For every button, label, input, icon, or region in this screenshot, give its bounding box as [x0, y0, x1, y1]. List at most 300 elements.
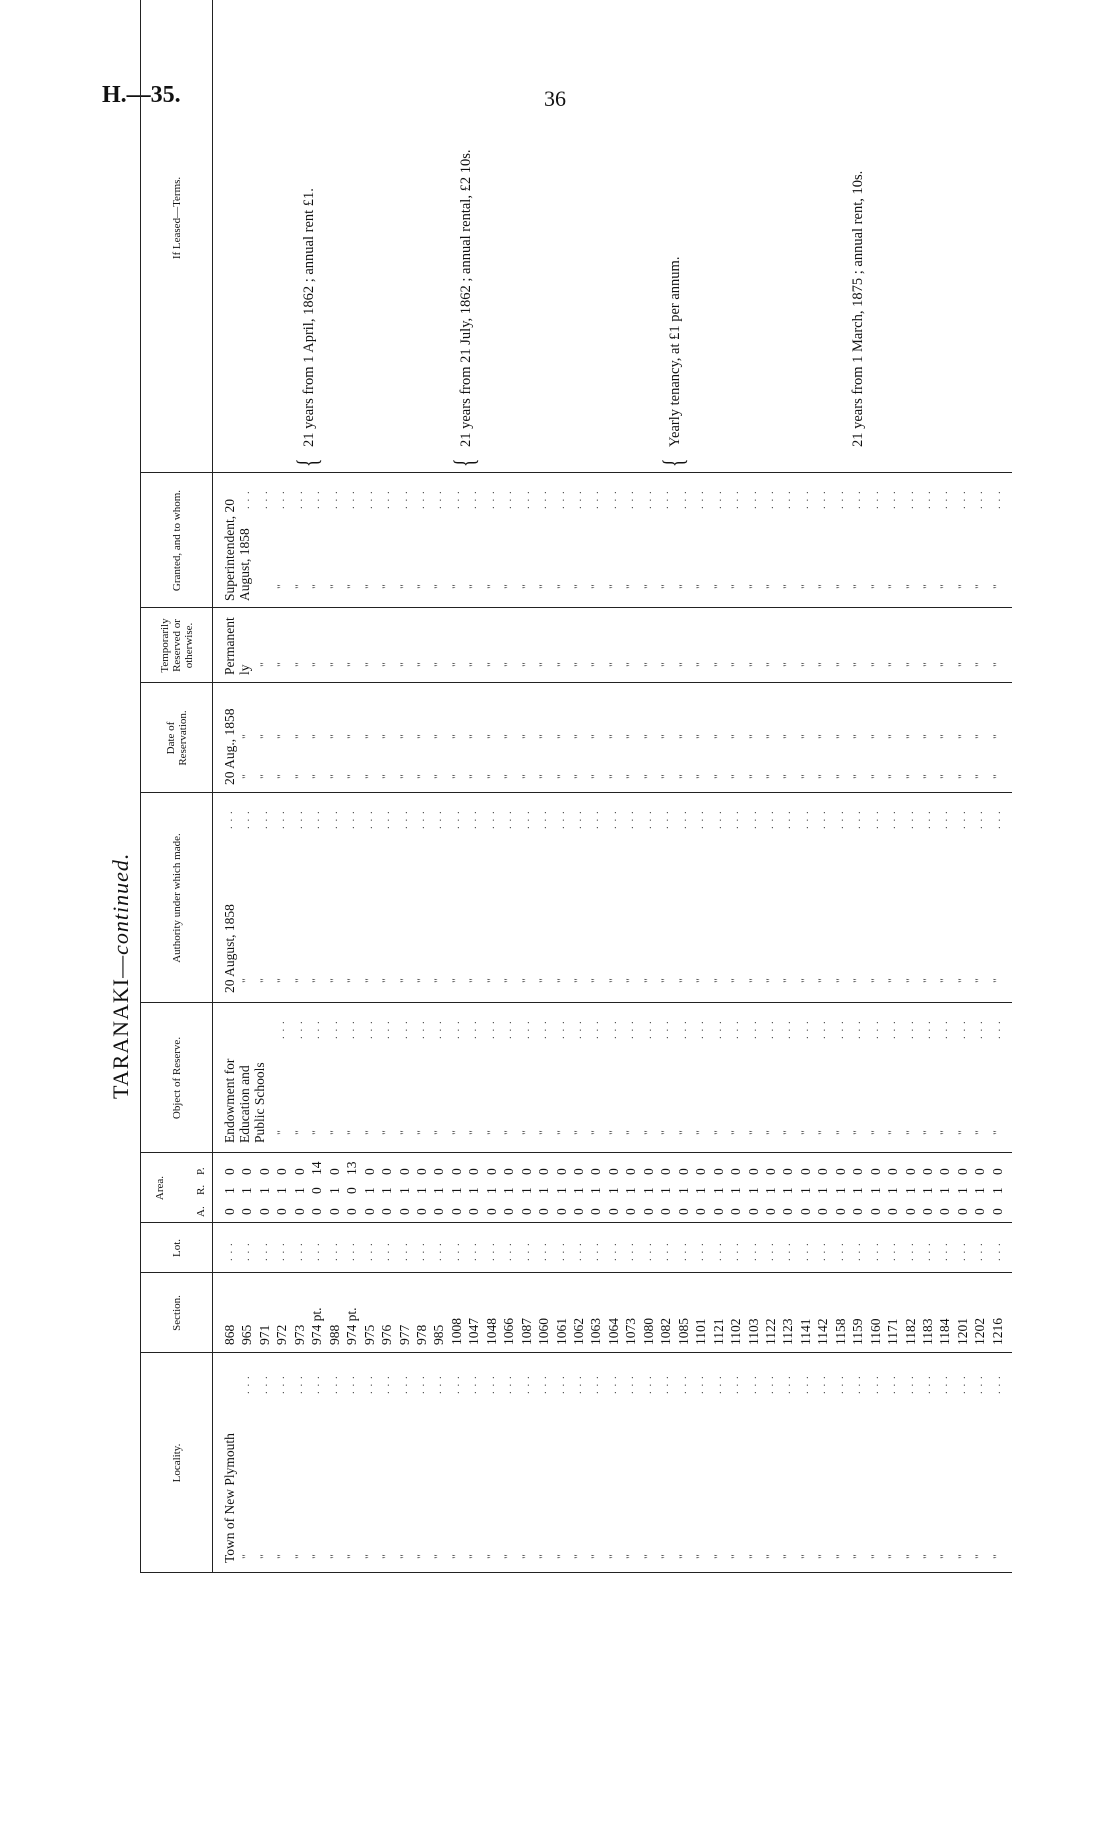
date-ditto-2: " [274, 734, 289, 739]
area-roods: 1 [867, 1187, 883, 1194]
temporarily-ditto: " [745, 662, 760, 667]
date-ditto-2: " [867, 734, 882, 739]
section-cell: 1141 [797, 1318, 813, 1345]
granted-ditto: " [675, 584, 690, 589]
section-cell: 1073 [623, 1318, 639, 1345]
section-cell: 973 [291, 1324, 307, 1345]
authority-ditto: " [361, 978, 376, 983]
area-perches: 0 [518, 1168, 534, 1175]
granted-dots: . . . [659, 490, 672, 509]
authority-dots: . . . [327, 810, 340, 829]
date-ditto-1: " [885, 774, 900, 779]
date-ditto-1: " [815, 774, 830, 779]
area-perches: 0 [623, 1168, 639, 1175]
lease-term-text: 21 years from 21 July, 1862 ; annual rental, £2 10s. [457, 149, 474, 447]
date-ditto-1: " [379, 774, 394, 779]
section-cell: 1123 [780, 1318, 796, 1345]
locality-dots: . . . [554, 1375, 567, 1394]
temporarily-ditto: " [396, 662, 411, 667]
section-cell: 1063 [588, 1318, 604, 1345]
object-dots: . . . [467, 1020, 480, 1039]
object-ditto: " [379, 1130, 394, 1135]
authority-ditto: " [902, 978, 917, 983]
area-acres: 0 [728, 1208, 744, 1215]
section-cell: 1201 [954, 1318, 970, 1345]
temporarily-ditto: " [501, 662, 516, 667]
authority-dots: . . . [467, 810, 480, 829]
area-roods: 1 [850, 1187, 866, 1194]
authority-ditto: " [326, 978, 341, 983]
granted-dots: . . . [257, 490, 270, 509]
object-dots: . . . [659, 1020, 672, 1039]
authority-ditto: " [658, 978, 673, 983]
area-perches: 0 [867, 1168, 883, 1175]
authority-ditto: " [832, 978, 847, 983]
granted-dots: . . . [606, 490, 619, 509]
area-roods: 1 [466, 1187, 482, 1194]
authority-ditto: " [379, 978, 394, 983]
date-ditto-1: " [728, 774, 743, 779]
object-dots: . . . [572, 1020, 584, 1039]
date-ditto-1: " [588, 774, 603, 779]
granted-dots: . . . [414, 490, 427, 509]
granted-dots: . . . [345, 490, 358, 509]
authority-ditto: " [274, 978, 289, 983]
area-acres: 0 [413, 1208, 429, 1215]
section-cell: 974 pt. [309, 1307, 325, 1345]
authority-dots: . . . [537, 810, 550, 829]
date-ditto-1: " [989, 774, 1004, 779]
granted-ditto: " [326, 584, 341, 589]
object-dots: . . . [955, 1020, 968, 1039]
section-cell: 1060 [536, 1318, 552, 1345]
locality-ditto: " [640, 1554, 655, 1559]
authority-ditto: " [850, 978, 865, 983]
lot-dots: . . . [973, 1242, 986, 1261]
temporarily-ditto: " [850, 662, 865, 667]
locality-ditto: " [396, 1554, 411, 1559]
lot-dots: . . . [763, 1242, 776, 1261]
locality-ditto: " [605, 1554, 620, 1559]
section-cell: 1085 [675, 1318, 691, 1345]
date-ditto-2: " [501, 734, 516, 739]
object-ditto: " [501, 1130, 516, 1135]
locality-dots: . . . [327, 1375, 340, 1394]
area-acres: 0 [361, 1208, 377, 1215]
lot-dots: . . . [868, 1242, 881, 1261]
object-dots: . . . [484, 1020, 497, 1039]
section-cell: 1103 [745, 1318, 761, 1345]
locality-ditto: " [448, 1554, 463, 1559]
temporarily-ditto: " [431, 662, 446, 667]
lot-dots: . . . [432, 1242, 445, 1261]
granted-dots: . . . [292, 490, 305, 509]
area-acres: 0 [309, 1208, 325, 1215]
authority-dots: . . . [554, 810, 567, 829]
lease-brace: { [656, 458, 690, 467]
object-dots: . . . [938, 1020, 951, 1039]
authority-dots: . . . [414, 810, 427, 829]
granted-ditto: " [623, 584, 638, 589]
area-roods: 1 [972, 1187, 988, 1194]
section-cell: 1182 [902, 1318, 918, 1345]
area-roods: 1 [885, 1187, 901, 1194]
object-dots: . . . [798, 1020, 811, 1039]
lot-dots: . . . [449, 1242, 462, 1261]
locality-ditto: " [431, 1554, 446, 1559]
area-roods: 1 [239, 1187, 255, 1194]
locality-dots: . . . [292, 1375, 305, 1394]
area-perches: 0 [222, 1168, 237, 1175]
temporarily-ditto: " [344, 662, 359, 667]
date-ditto-2: " [885, 734, 900, 739]
object-ditto: " [571, 1130, 585, 1135]
area-perches: 0 [693, 1168, 709, 1175]
area-acres: 0 [501, 1208, 517, 1215]
date-ditto-1: " [518, 774, 533, 779]
granted-ditto: " [640, 584, 655, 589]
locality-dots: . . . [903, 1375, 916, 1394]
granted-dots: . . . [484, 490, 497, 509]
area-acres: 0 [850, 1208, 866, 1215]
granted-ditto: " [344, 584, 359, 589]
granted-ditto: " [972, 584, 987, 589]
date-ditto-1: " [920, 774, 934, 779]
area-perches: 0 [832, 1168, 848, 1175]
area-acres: 0 [448, 1208, 464, 1215]
date-ditto-1: " [553, 774, 568, 779]
object-ditto: " [413, 1130, 428, 1135]
area-acres: 0 [693, 1208, 709, 1215]
object-ditto: " [972, 1130, 987, 1135]
granted-dots: . . . [641, 490, 654, 509]
date-ditto-2: " [972, 734, 987, 739]
date-ditto-2: " [693, 734, 708, 739]
rule-authority [140, 792, 1012, 793]
date-ditto-2: " [954, 734, 969, 739]
locality-ditto: " [623, 1554, 638, 1559]
locality-dots: . . . [746, 1375, 759, 1394]
lot-dots: . . . [414, 1242, 427, 1261]
date-ditto-1: " [762, 774, 777, 779]
locality-ditto: " [728, 1554, 743, 1559]
authority-ditto: " [885, 978, 900, 983]
date-ditto-1: " [623, 774, 638, 779]
area-roods: 1 [920, 1187, 935, 1194]
object-ditto: " [623, 1130, 638, 1135]
date-ditto-1: " [937, 774, 952, 779]
lease-term-text: Yearly tenancy, at £1 per annum. [666, 256, 683, 447]
area-perches: 0 [274, 1168, 290, 1175]
area-roods: 1 [536, 1187, 552, 1194]
temporarily-ditto: " [675, 662, 690, 667]
lease-brace: { [447, 458, 481, 467]
area-perches: 14 [309, 1161, 325, 1175]
lot-dots: . . . [292, 1242, 305, 1261]
authority-dots: . . . [938, 810, 951, 829]
col-header-lot: Lot. [171, 1238, 183, 1258]
locality-ditto: " [972, 1554, 987, 1559]
authority-ditto: " [745, 978, 760, 983]
authority-dots: . . . [763, 810, 776, 829]
temporarily-ditto: " [553, 662, 568, 667]
rule-area [140, 1152, 1012, 1153]
locality-ditto: " [762, 1554, 777, 1559]
area-perches: 0 [815, 1168, 831, 1175]
date-ditto-1: " [396, 774, 411, 779]
section-cell: 1159 [850, 1318, 866, 1345]
area-roods: 1 [553, 1187, 569, 1194]
locality-ditto: " [710, 1554, 725, 1559]
area-roods: 1 [762, 1187, 778, 1194]
date-ditto-1: " [745, 774, 760, 779]
authority-dots: . . . [886, 810, 899, 829]
lot-dots: . . . [921, 1242, 933, 1261]
rule-section [140, 1272, 1012, 1273]
col-header-area: Area. [154, 1175, 166, 1201]
object-ditto: " [553, 1130, 568, 1135]
area-roods: 1 [571, 1187, 586, 1194]
temporarily-ditto: " [605, 662, 620, 667]
authority-dots: . . . [240, 810, 253, 829]
date-ditto-1: " [640, 774, 655, 779]
area-perches: 0 [431, 1168, 447, 1175]
area-roods: 1 [291, 1187, 307, 1194]
lot-dots: . . . [467, 1242, 480, 1261]
object-dots: . . . [903, 1020, 916, 1039]
date-ditto-2: " [344, 734, 359, 739]
section-cell: 988 [326, 1324, 342, 1345]
locality-ditto: " [501, 1554, 516, 1559]
locality-dots: . . . [694, 1375, 707, 1394]
granted-dots: . . . [624, 490, 637, 509]
authority-dots: . . . [641, 810, 654, 829]
granted-ditto: " [954, 584, 969, 589]
object-ditto: " [989, 1130, 1004, 1135]
temporarily-ditto: " [536, 662, 551, 667]
locality-dots: . . . [798, 1375, 811, 1394]
locality-ditto: " [937, 1554, 952, 1559]
lot-dots: . . . [903, 1242, 916, 1261]
granted-dots: . . . [938, 490, 951, 509]
section-cell: 972 [274, 1324, 290, 1345]
date-ditto-1: " [832, 774, 847, 779]
lot-dots: . . . [519, 1242, 532, 1261]
date-ditto-1: " [326, 774, 341, 779]
granted-ditto: " [588, 584, 603, 589]
granted-ditto: " [466, 584, 481, 589]
lot-dots: . . . [886, 1242, 899, 1261]
granted-dots: . . . [310, 490, 323, 509]
lease-brace: { [290, 458, 324, 467]
date-ditto-2: " [780, 734, 795, 739]
temporarily-ditto: " [466, 662, 481, 667]
date-ditto-2: " [431, 734, 446, 739]
title-main: TARANAKI— [108, 954, 133, 1099]
area-perches: 0 [902, 1168, 918, 1175]
date-ditto-1: " [466, 774, 481, 779]
granted-ditto: " [885, 584, 900, 589]
locality-ditto: " [675, 1554, 690, 1559]
date-ditto-1: " [902, 774, 917, 779]
section-cell: 985 [431, 1324, 447, 1345]
area-perches: 0 [553, 1168, 569, 1175]
section-cell: 1158 [832, 1318, 848, 1345]
section-cell: 1008 [448, 1318, 464, 1345]
temporarily-ditto: " [920, 662, 934, 667]
granted-dots: . . . [327, 490, 340, 509]
area-perches: 0 [588, 1168, 604, 1175]
granted-ditto: " [850, 584, 865, 589]
object-dots: . . . [711, 1020, 724, 1039]
temporarily-first: Permanently [222, 617, 252, 675]
object-dots: . . . [414, 1020, 427, 1039]
object-dots: . . . [816, 1020, 829, 1039]
area-perches: 0 [972, 1168, 988, 1175]
temporarily-ditto: " [815, 662, 830, 667]
area-roods: 1 [379, 1187, 395, 1194]
date-ditto-2: " [379, 734, 394, 739]
area-acres: 0 [867, 1208, 883, 1215]
rule-object [140, 1002, 1012, 1003]
area-acres: 0 [675, 1208, 691, 1215]
area-acres: 0 [379, 1208, 395, 1215]
authority-dots: . . . [781, 810, 794, 829]
date-ditto-2: " [850, 734, 865, 739]
lot-dots: . . . [641, 1242, 654, 1261]
lot-dots: . . . [694, 1242, 707, 1261]
authority-dots: . . . [816, 810, 829, 829]
object-dots: . . . [990, 1020, 1003, 1039]
locality-dots: . . . [606, 1375, 619, 1394]
locality-ditto: " [693, 1554, 708, 1559]
temporarily-ditto: " [762, 662, 777, 667]
lot-dots: . . . [798, 1242, 811, 1261]
area-perches: 0 [239, 1168, 255, 1175]
date-ditto-1: " [256, 774, 271, 779]
date-ditto-1: " [239, 774, 254, 779]
date-ditto-2: " [326, 734, 341, 739]
locality-ditto: " [658, 1554, 673, 1559]
granted-ditto: " [571, 584, 585, 589]
date-ditto-1: " [309, 774, 324, 779]
locality-dots: . . . [432, 1375, 445, 1394]
area-roods: 1 [693, 1187, 709, 1194]
section-cell: 1121 [710, 1318, 726, 1345]
granted-dots: . . . [763, 490, 776, 509]
date-ditto-2: " [466, 734, 481, 739]
granted-ditto: " [658, 584, 673, 589]
lot-dots: . . . [746, 1242, 759, 1261]
locality-ditto: " [361, 1554, 376, 1559]
authority-dots: . . . [519, 810, 532, 829]
object-ditto: " [954, 1130, 969, 1135]
authority-ditto: " [954, 978, 969, 983]
section-cell: 1216 [989, 1318, 1005, 1345]
date-ditto-2: " [361, 734, 376, 739]
granted-first: Superintendent, 20 August, 1858 [222, 499, 252, 601]
area-roods: 1 [256, 1187, 272, 1194]
temporarily-ditto: " [832, 662, 847, 667]
object-dots: . . . [397, 1020, 410, 1039]
rule-temporarily [140, 607, 1012, 608]
lot-dots: . . . [955, 1242, 968, 1261]
date-ditto-2: " [640, 734, 655, 739]
locality-ditto: " [309, 1554, 324, 1559]
date-ditto-2: " [989, 734, 1004, 739]
authority-dots: . . . [362, 810, 375, 829]
area-acres: 0 [588, 1208, 604, 1215]
area-perches: 0 [850, 1168, 866, 1175]
area-perches: 0 [379, 1168, 395, 1175]
area-roods: 1 [815, 1187, 831, 1194]
section-cell: 1047 [466, 1318, 482, 1345]
object-dots: . . . [921, 1020, 933, 1039]
area-acres: 0 [466, 1208, 482, 1215]
granted-dots: . . . [798, 490, 811, 509]
granted-dots: . . . [903, 490, 916, 509]
locality-dots: . . . [886, 1375, 899, 1394]
date-ditto-2: " [937, 734, 952, 739]
area-perches: 0 [797, 1168, 813, 1175]
granted-dots: . . . [851, 490, 864, 509]
locality-ditto: " [902, 1554, 917, 1559]
area-roods: 1 [518, 1187, 534, 1194]
area-acres: 0 [972, 1208, 988, 1215]
section-cell: 1048 [483, 1318, 499, 1345]
authority-ditto: " [640, 978, 655, 983]
object-dots: . . . [746, 1020, 759, 1039]
granted-dots: . . . [781, 490, 794, 509]
authority-ditto: " [989, 978, 1004, 983]
object-ditto: " [780, 1130, 795, 1135]
lot-dots: . . . [537, 1242, 550, 1261]
authority-dots: . . . [833, 810, 846, 829]
date-ditto-2: " [256, 734, 271, 739]
rule-date [140, 682, 1012, 683]
granted-dots: . . . [537, 490, 550, 509]
object-ditto: " [815, 1130, 830, 1135]
authority-dots: . . . [380, 810, 393, 829]
locality-ditto: " [379, 1554, 394, 1559]
temporarily-ditto: " [518, 662, 533, 667]
section-cell: 977 [396, 1324, 412, 1345]
authority-ditto: " [675, 978, 690, 983]
locality-ditto: " [256, 1554, 271, 1559]
object-ditto: " [431, 1130, 446, 1135]
area-acres: 0 [920, 1208, 935, 1215]
lot-dots: . . . [833, 1242, 846, 1261]
lot-dots: . . . [240, 1242, 253, 1261]
object-ditto: " [326, 1130, 341, 1135]
area-acres: 0 [553, 1208, 569, 1215]
area-perches: 0 [361, 1168, 377, 1175]
authority-dots: . . . [624, 810, 637, 829]
object-ditto: " [920, 1130, 934, 1135]
object-dots: . . . [886, 1020, 899, 1039]
date-ditto-1: " [431, 774, 446, 779]
granted-dots: . . . [449, 490, 462, 509]
temporarily-ditto: " [623, 662, 638, 667]
temporarily-ditto: " [588, 662, 603, 667]
authority-dots: . . . [746, 810, 759, 829]
rule-lot [140, 1222, 1012, 1223]
col-header-authority: Authority under which made. [171, 833, 183, 963]
area-roods: 1 [483, 1187, 499, 1194]
locality-dots: . . . [449, 1375, 462, 1394]
authority-dots: . . . [606, 810, 619, 829]
date-ditto-1: " [361, 774, 376, 779]
